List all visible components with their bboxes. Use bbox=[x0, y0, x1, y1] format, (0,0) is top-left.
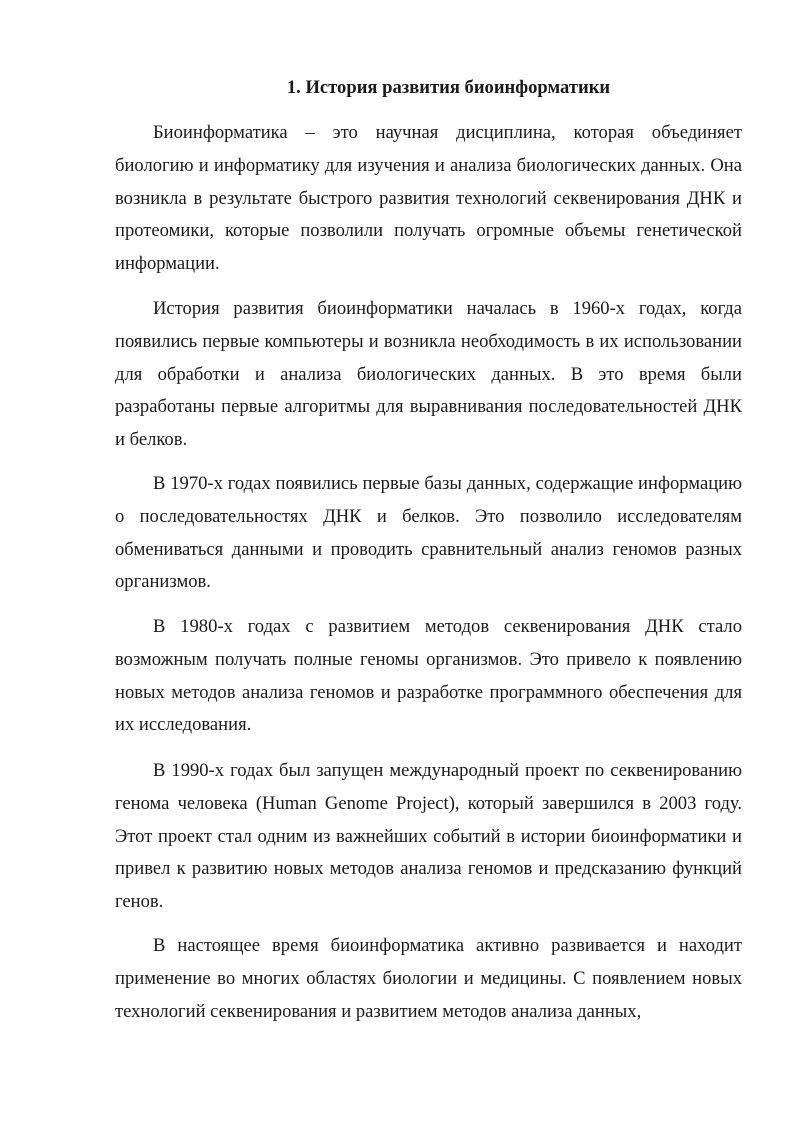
paragraph-1990s: В 1990-х годах был запущен международный проект по секвенированию генома человека (Human Genome Project), который завершился в 2003 году. Этот проект стал одним из важнейших событий в истории биоинформатики и привел к развитию новых методов анализа геномов и предсказанию функций генов. bbox=[115, 760, 742, 913]
paragraph-present: В настоящее время биоинформатика активно развивается и находит применение во многих областях биологии и медицины. С появлением новых технологий секвенирования и развитием методов анализа данных, bbox=[115, 935, 742, 1022]
paragraph-1980s: В 1980-х годах с развитием методов секвенирования ДНК стало возможным получать полные геномы организмов. Это привело к появлению новых методов анализа геномов и разработке программного обеспечения для их исследования. bbox=[115, 616, 742, 736]
paragraph-1960s: История развития биоинформатики началась в 1960-х годах, когда появились первые компьютеры и возникла необходимость в их использовании для обработки и анализа биологических данных. В это время были разработаны первые алгоритмы для выравнивания последовательностей ДНК и белков. bbox=[115, 298, 742, 451]
paragraph-1970s: В 1970-х годах появились первые базы данных, содержащие информацию о последовательностях ДНК и белков. Это позволило исследователям обмениваться данными и проводить сравнительный анализ геномов разных организмов. bbox=[115, 473, 742, 593]
section-heading: 1. История развития биоинформатики bbox=[286, 77, 611, 98]
paragraph-intro: Биоинформатика – это научная дисциплина, которая объединяет биологию и информатику для изучения и анализа биологических данных. Она возникла в результате быстрого развития технологий секвенирования ДНК и протеомики, которые позволили получать огромные объемы генетической информации. bbox=[115, 122, 742, 275]
